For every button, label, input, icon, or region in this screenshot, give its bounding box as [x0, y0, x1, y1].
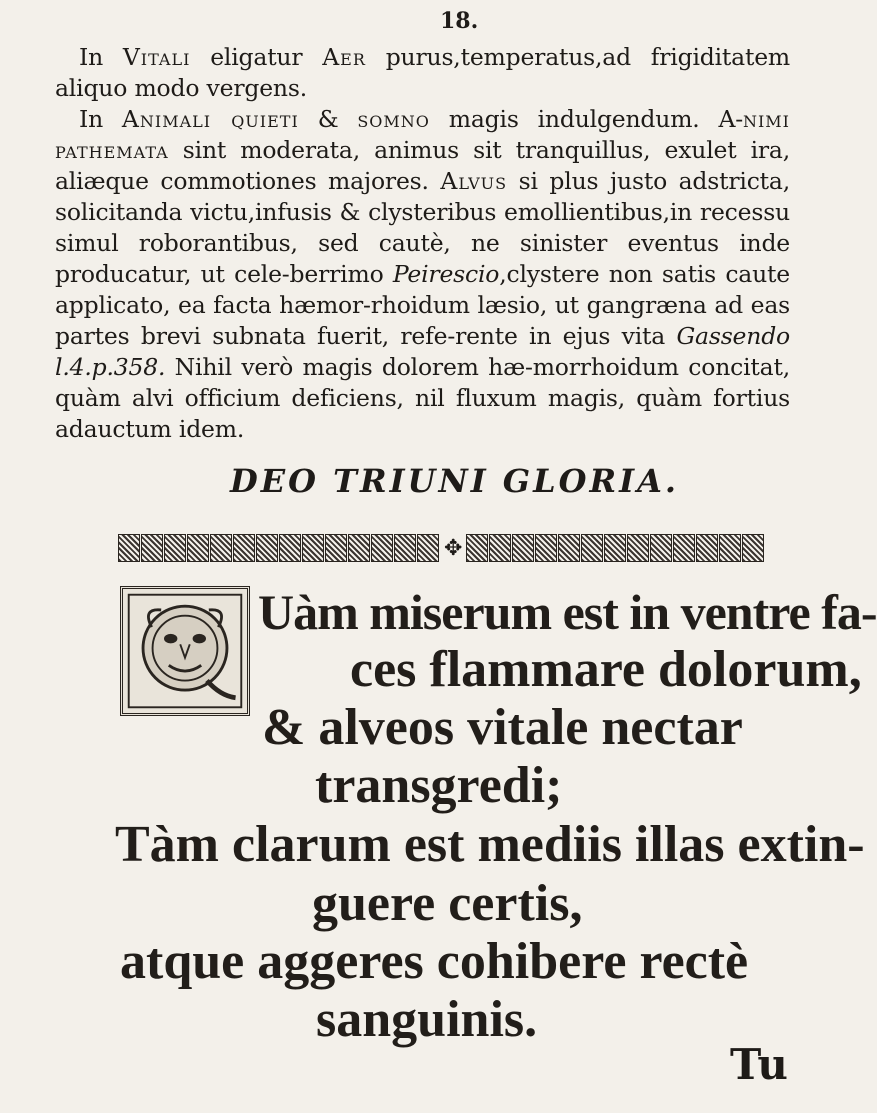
smallcaps-term: Aer: [322, 43, 366, 71]
italic-name: Peirescio: [392, 260, 500, 288]
verse-line-3: & alveos vitale nectar: [262, 699, 743, 756]
verse-line-8: sanguinis.: [316, 991, 538, 1048]
catchword: Tu: [730, 1040, 788, 1089]
decorated-initial-q: [120, 586, 250, 716]
smallcaps-term: Vitali: [122, 43, 191, 71]
smallcaps-term: nimi pathemata: [55, 105, 790, 164]
ornament-star-icon: ✥: [444, 535, 463, 561]
ornamental-border: [118, 528, 790, 568]
page-number: 18.: [440, 8, 479, 34]
grotesque-face-icon: [123, 589, 247, 713]
italic-citation: Gassendo l.4.p.358.: [55, 322, 790, 381]
verse-line-1: Uàm miserum est in ventre fa-: [258, 584, 877, 640]
smallcaps-term: somno: [357, 105, 430, 133]
verse-line-5: Tàm clarum est mediis illas extin-: [115, 816, 865, 873]
verse-line-7: atque aggeres cohibere rectè: [120, 933, 749, 990]
verse-line-2: ces flammare dolorum,: [350, 641, 862, 698]
paragraph-vital-air: In Vitali eligatur Aer purus,temperatus,ad frigiditatem aliquo modo vergens.: [55, 43, 791, 102]
smallcaps-term: Animali quieti: [121, 105, 299, 133]
smallcaps-term: Alvus: [440, 167, 508, 195]
body-text: [55, 42, 790, 445]
verse-line-4: transgredi;: [315, 757, 563, 814]
verse-line-6: guere certis,: [312, 875, 583, 932]
section-heading: DEO TRIUNI GLORIA.: [230, 462, 680, 500]
paragraph-animal-rest: In Animali quieti & somno magis indulgendum. A-nimi pathemata sint moderata, animus sit tranquillus, exulet ira, aliæque commotiones majores. Alvus si plus justo adstricta, solicitanda victu,infusis & clysteribus emollientibus,in recessu simul roborantibus, sed cautè, ne sinister eventus inde producatur, ut cele-berrimo Peirescio,clystere non satis caute applicato, ea facta hæmor-rhoidum læsio, ut gangræna ad eas partes brevi subnata fuerit, refe-rente in ejus vita Gassendo l.4.p.358. Nihil verò magis dolorem hæ-morrhoidum concitat, quàm alvi officium deficiens, nil fluxum magis, quàm fortius adauctum idem.: [55, 105, 790, 443]
